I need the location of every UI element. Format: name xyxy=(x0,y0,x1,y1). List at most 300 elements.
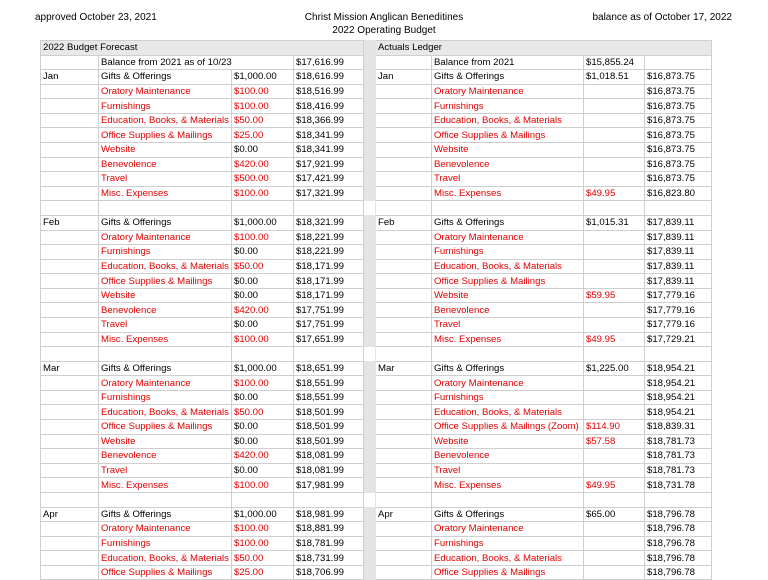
forecast-category-cell: Website xyxy=(99,434,232,449)
forecast-month-cell: Jan xyxy=(41,70,99,85)
actuals-category-cell: Gifts & Offerings xyxy=(431,70,583,85)
column-gap xyxy=(363,361,375,376)
column-gap xyxy=(363,70,375,85)
actuals-category-cell: Furnishings xyxy=(431,390,583,405)
forecast-balance-cell: $18,881.99 xyxy=(293,522,363,537)
actuals-category-cell: Travel xyxy=(431,172,583,187)
actuals-balance-cell: $17,779.16 xyxy=(644,288,711,303)
forecast-amount-cell: $420.00 xyxy=(231,157,293,172)
forecast-balance-cell: $18,366.99 xyxy=(293,113,363,128)
column-gap xyxy=(363,551,375,566)
actuals-balance-cell: $18,796.78 xyxy=(644,565,711,580)
table-row xyxy=(41,128,712,143)
forecast-category-cell: Gifts & Offerings xyxy=(99,361,232,376)
actuals-balance-cell xyxy=(644,201,711,216)
actuals-month-cell xyxy=(375,113,431,128)
column-gap xyxy=(363,492,375,507)
forecast-category-cell: Office Supplies & Mailings xyxy=(99,128,232,143)
forecast-amount-cell: $50.00 xyxy=(231,551,293,566)
forecast-balance-cell: $18,221.99 xyxy=(293,245,363,260)
actuals-balance-cell: $16,823.80 xyxy=(644,186,711,201)
actuals-month-cell xyxy=(375,55,431,70)
actuals-amount-cell xyxy=(583,143,644,158)
actuals-month-cell xyxy=(375,536,431,551)
forecast-balance-cell: $18,171.99 xyxy=(293,274,363,289)
forecast-month-cell: Apr xyxy=(41,507,99,522)
budget-spreadsheet xyxy=(40,40,712,580)
forecast-month-cell xyxy=(41,172,99,187)
forecast-amount-cell: $0.00 xyxy=(231,420,293,435)
forecast-category-cell: Travel xyxy=(99,317,232,332)
forecast-category-cell xyxy=(99,492,232,507)
forecast-balance-cell: $18,501.99 xyxy=(293,405,363,420)
forecast-balance-cell: $18,416.99 xyxy=(293,99,363,114)
actuals-category-cell xyxy=(431,492,583,507)
column-gap xyxy=(363,332,375,347)
table-row xyxy=(41,274,712,289)
actuals-month-cell xyxy=(375,84,431,99)
actuals-amount-cell xyxy=(583,565,644,580)
actuals-balance-cell: $17,729.21 xyxy=(644,332,711,347)
forecast-amount-cell: $100.00 xyxy=(231,478,293,493)
forecast-category-cell: Gifts & Offerings xyxy=(99,215,232,230)
forecast-start-label: Balance from 2021 as of 10/23 xyxy=(99,55,294,70)
forecast-category-cell xyxy=(99,347,232,362)
actuals-category-cell: Benevolence xyxy=(431,157,583,172)
forecast-month-cell xyxy=(41,522,99,537)
forecast-amount-cell: $0.00 xyxy=(231,143,293,158)
actuals-amount-cell: $49.95 xyxy=(583,332,644,347)
column-gap xyxy=(363,172,375,187)
forecast-month-cell: Feb xyxy=(41,215,99,230)
table-row xyxy=(41,522,712,537)
actuals-category-cell: Oratory Maintenance xyxy=(431,522,583,537)
forecast-balance-cell: $18,651.99 xyxy=(293,361,363,376)
actuals-month-cell xyxy=(375,347,431,362)
actuals-balance-cell: $18,954.21 xyxy=(644,376,711,391)
actuals-balance-cell: $18,839.31 xyxy=(644,420,711,435)
column-gap xyxy=(363,376,375,391)
forecast-month-cell xyxy=(41,128,99,143)
table-row xyxy=(41,157,712,172)
column-gap xyxy=(363,128,375,143)
actuals-month-cell xyxy=(375,274,431,289)
actuals-amount-cell xyxy=(583,172,644,187)
actuals-balance-cell xyxy=(644,492,711,507)
forecast-balance-cell: $18,341.99 xyxy=(293,128,363,143)
forecast-month-cell xyxy=(41,492,99,507)
table-row xyxy=(41,551,712,566)
column-gap xyxy=(363,420,375,435)
column-gap xyxy=(363,99,375,114)
actuals-category-cell: Education, Books, & Materials xyxy=(431,551,583,566)
forecast-amount-cell: $100.00 xyxy=(231,522,293,537)
forecast-amount-cell: $420.00 xyxy=(231,303,293,318)
column-gap xyxy=(363,157,375,172)
column-gap xyxy=(363,259,375,274)
actuals-month-cell xyxy=(375,128,431,143)
actuals-month-cell xyxy=(375,259,431,274)
forecast-month-cell xyxy=(41,84,99,99)
actuals-balance-cell: $17,839.11 xyxy=(644,259,711,274)
actuals-balance-cell: $18,781.73 xyxy=(644,463,711,478)
table-row xyxy=(41,70,712,85)
forecast-month-cell xyxy=(41,274,99,289)
actuals-balance-cell: $18,796.78 xyxy=(644,551,711,566)
actuals-amount-cell xyxy=(583,157,644,172)
forecast-category-cell: Misc. Expenses xyxy=(99,186,232,201)
column-gap xyxy=(363,245,375,260)
forecast-amount-cell: $100.00 xyxy=(231,84,293,99)
actuals-month-cell xyxy=(375,565,431,580)
forecast-month-cell xyxy=(41,390,99,405)
forecast-category-cell: Office Supplies & Mailings xyxy=(99,420,232,435)
table-row xyxy=(41,317,712,332)
forecast-amount-cell: $0.00 xyxy=(231,288,293,303)
forecast-amount-cell: $50.00 xyxy=(231,113,293,128)
actuals-month-cell xyxy=(375,288,431,303)
column-gap xyxy=(363,274,375,289)
column-gap xyxy=(363,201,375,216)
actuals-title: Actuals Ledger xyxy=(375,41,711,56)
forecast-amount-cell xyxy=(231,201,293,216)
actuals-month-cell xyxy=(375,463,431,478)
forecast-balance-cell xyxy=(293,201,363,216)
forecast-month-cell xyxy=(41,303,99,318)
actuals-balance-cell xyxy=(644,55,711,70)
column-gap xyxy=(363,288,375,303)
forecast-amount-cell: $100.00 xyxy=(231,99,293,114)
forecast-month-cell xyxy=(41,405,99,420)
forecast-month-cell xyxy=(41,565,99,580)
actuals-category-cell: Benevolence xyxy=(431,303,583,318)
forecast-balance-cell: $18,616.99 xyxy=(293,70,363,85)
forecast-category-cell: Education, Books, & Materials xyxy=(99,113,232,128)
actuals-balance-cell: $16,873.75 xyxy=(644,84,711,99)
forecast-amount-cell: $0.00 xyxy=(231,317,293,332)
table-section-titles xyxy=(41,41,712,56)
forecast-amount-cell: $1,000.00 xyxy=(231,215,293,230)
actuals-month-cell xyxy=(375,478,431,493)
actuals-month-cell: Feb xyxy=(375,215,431,230)
actuals-amount-cell xyxy=(583,347,644,362)
forecast-balance-cell: $18,501.99 xyxy=(293,434,363,449)
forecast-amount-cell: $0.00 xyxy=(231,274,293,289)
actuals-category-cell: Website xyxy=(431,288,583,303)
actuals-amount-cell xyxy=(583,245,644,260)
forecast-month-cell xyxy=(41,99,99,114)
table-row xyxy=(41,113,712,128)
actuals-category-cell: Oratory Maintenance xyxy=(431,84,583,99)
actuals-month-cell xyxy=(375,317,431,332)
actuals-amount-cell xyxy=(583,259,644,274)
forecast-category-cell: Gifts & Offerings xyxy=(99,70,232,85)
actuals-category-cell: Office Supplies & Mailings xyxy=(431,274,583,289)
balance-asof-date: balance as of October 17, 2022 xyxy=(592,12,732,23)
actuals-amount-cell xyxy=(583,405,644,420)
table-row xyxy=(41,303,712,318)
actuals-category-cell xyxy=(431,347,583,362)
actuals-balance-cell: $17,839.11 xyxy=(644,245,711,260)
actuals-amount-cell xyxy=(583,449,644,464)
forecast-category-cell: Travel xyxy=(99,463,232,478)
actuals-category-cell: Furnishings xyxy=(431,245,583,260)
table-row xyxy=(41,172,712,187)
table-row xyxy=(41,361,712,376)
actuals-month-cell xyxy=(375,522,431,537)
actuals-amount-cell xyxy=(583,390,644,405)
forecast-amount-cell: $100.00 xyxy=(231,536,293,551)
actuals-category-cell: Misc. Expenses xyxy=(431,478,583,493)
forecast-title: 2022 Budget Forecast xyxy=(41,41,364,56)
forecast-month-cell xyxy=(41,186,99,201)
column-gap xyxy=(363,143,375,158)
forecast-month-cell xyxy=(41,230,99,245)
actuals-category-cell: Gifts & Offerings xyxy=(431,215,583,230)
forecast-category-cell: Furnishings xyxy=(99,99,232,114)
forecast-balance-cell: $18,551.99 xyxy=(293,390,363,405)
table-row xyxy=(41,434,712,449)
forecast-category-cell: Education, Books, & Materials xyxy=(99,259,232,274)
forecast-month-cell xyxy=(41,463,99,478)
actuals-start-value: $15,855.24 xyxy=(583,55,644,70)
org-name: Christ Mission Anglican Beneditines xyxy=(304,12,464,23)
actuals-category-cell: Furnishings xyxy=(431,99,583,114)
actuals-category-cell: Education, Books, & Materials xyxy=(431,113,583,128)
forecast-balance-cell: $18,341.99 xyxy=(293,143,363,158)
actuals-month-cell xyxy=(375,420,431,435)
forecast-month-cell xyxy=(41,420,99,435)
forecast-month-cell xyxy=(41,536,99,551)
actuals-month-cell xyxy=(375,449,431,464)
actuals-balance-cell: $16,873.75 xyxy=(644,143,711,158)
forecast-month-cell xyxy=(41,478,99,493)
actuals-month-cell xyxy=(375,332,431,347)
column-gap xyxy=(363,565,375,580)
column-gap xyxy=(363,347,375,362)
actuals-month-cell xyxy=(375,172,431,187)
actuals-balance-cell: $18,781.73 xyxy=(644,434,711,449)
actuals-balance-cell: $16,873.75 xyxy=(644,99,711,114)
actuals-category-cell: Oratory Maintenance xyxy=(431,230,583,245)
column-gap xyxy=(363,449,375,464)
forecast-balance-cell xyxy=(293,492,363,507)
actuals-category-cell: Misc. Expenses xyxy=(431,186,583,201)
forecast-category-cell: Oratory Maintenance xyxy=(99,84,232,99)
table-row xyxy=(41,245,712,260)
actuals-amount-cell xyxy=(583,463,644,478)
actuals-month-cell xyxy=(375,230,431,245)
forecast-amount-cell: $25.00 xyxy=(231,565,293,580)
actuals-amount-cell xyxy=(583,536,644,551)
forecast-amount-cell: $1,000.00 xyxy=(231,70,293,85)
column-gap xyxy=(363,186,375,201)
column-gap xyxy=(363,463,375,478)
table-row xyxy=(41,143,712,158)
forecast-balance-cell: $17,751.99 xyxy=(293,303,363,318)
budget-subtitle: 2022 Operating Budget xyxy=(332,24,436,36)
forecast-balance-cell: $17,321.99 xyxy=(293,186,363,201)
starting-balance-row xyxy=(41,55,712,70)
actuals-month-cell xyxy=(375,245,431,260)
forecast-balance-cell: $18,516.99 xyxy=(293,84,363,99)
actuals-month-cell xyxy=(375,492,431,507)
table-row xyxy=(41,332,712,347)
actuals-balance-cell: $17,779.16 xyxy=(644,303,711,318)
forecast-balance-cell: $18,781.99 xyxy=(293,536,363,551)
actuals-balance-cell: $18,796.78 xyxy=(644,522,711,537)
forecast-balance-cell: $18,321.99 xyxy=(293,215,363,230)
forecast-category-cell: Misc. Expenses xyxy=(99,478,232,493)
forecast-balance-cell: $17,981.99 xyxy=(293,478,363,493)
actuals-month-cell xyxy=(375,143,431,158)
actuals-month-cell: Mar xyxy=(375,361,431,376)
actuals-category-cell: Travel xyxy=(431,317,583,332)
forecast-balance-cell: $18,706.99 xyxy=(293,565,363,580)
actuals-category-cell: Office Supplies & Mailings xyxy=(431,128,583,143)
table-row xyxy=(41,536,712,551)
table-row xyxy=(41,288,712,303)
table-row xyxy=(41,215,712,230)
actuals-category-cell: Gifts & Offerings xyxy=(431,507,583,522)
forecast-start-value: $17,616.99 xyxy=(293,55,363,70)
forecast-amount-cell: $50.00 xyxy=(231,259,293,274)
actuals-balance-cell: $18,796.78 xyxy=(644,536,711,551)
forecast-amount-cell: $0.00 xyxy=(231,463,293,478)
forecast-month-cell xyxy=(41,55,99,70)
table-row xyxy=(41,230,712,245)
forecast-balance-cell xyxy=(293,347,363,362)
forecast-category-cell: Website xyxy=(99,143,232,158)
forecast-balance-cell: $18,501.99 xyxy=(293,420,363,435)
forecast-amount-cell: $100.00 xyxy=(231,376,293,391)
forecast-month-cell xyxy=(41,347,99,362)
actuals-month-cell xyxy=(375,99,431,114)
forecast-category-cell: Misc. Expenses xyxy=(99,332,232,347)
column-gap xyxy=(363,55,375,70)
forecast-month-cell: Mar xyxy=(41,361,99,376)
table-row xyxy=(41,99,712,114)
forecast-month-cell xyxy=(41,376,99,391)
forecast-amount-cell: $500.00 xyxy=(231,172,293,187)
actuals-amount-cell xyxy=(583,113,644,128)
approved-date: approved October 23, 2021 xyxy=(35,12,157,23)
column-gap xyxy=(363,390,375,405)
budget-table xyxy=(40,40,712,580)
column-gap xyxy=(363,113,375,128)
forecast-amount-cell: $0.00 xyxy=(231,434,293,449)
forecast-balance-cell: $17,421.99 xyxy=(293,172,363,187)
forecast-balance-cell: $18,551.99 xyxy=(293,376,363,391)
column-gap xyxy=(363,536,375,551)
actuals-category-cell: Gifts & Offerings xyxy=(431,361,583,376)
actuals-month-cell xyxy=(375,303,431,318)
actuals-month-cell: Apr xyxy=(375,507,431,522)
actuals-balance-cell: $16,873.75 xyxy=(644,70,711,85)
forecast-month-cell xyxy=(41,201,99,216)
column-gap xyxy=(363,478,375,493)
forecast-balance-cell: $18,081.99 xyxy=(293,463,363,478)
actuals-amount-cell: $49.95 xyxy=(583,478,644,493)
forecast-amount-cell: $100.00 xyxy=(231,186,293,201)
table-row xyxy=(41,478,712,493)
actuals-category-cell: Travel xyxy=(431,463,583,478)
actuals-month-cell: Jan xyxy=(375,70,431,85)
column-gap xyxy=(363,405,375,420)
actuals-balance-cell: $17,839.11 xyxy=(644,230,711,245)
actuals-month-cell xyxy=(375,551,431,566)
actuals-amount-cell xyxy=(583,274,644,289)
actuals-amount-cell xyxy=(583,99,644,114)
actuals-amount-cell xyxy=(583,201,644,216)
forecast-category-cell: Travel xyxy=(99,172,232,187)
forecast-category-cell: Furnishings xyxy=(99,536,232,551)
forecast-category-cell: Furnishings xyxy=(99,390,232,405)
forecast-category-cell: Office Supplies & Mailings xyxy=(99,565,232,580)
actuals-balance-cell: $18,781.73 xyxy=(644,449,711,464)
column-gap xyxy=(363,317,375,332)
actuals-month-cell xyxy=(375,157,431,172)
forecast-category-cell xyxy=(99,201,232,216)
forecast-category-cell: Education, Books, & Materials xyxy=(99,405,232,420)
column-gap xyxy=(363,230,375,245)
forecast-balance-cell: $17,751.99 xyxy=(293,317,363,332)
budget-table-body xyxy=(41,41,712,580)
actuals-amount-cell xyxy=(583,551,644,566)
actuals-amount-cell: $1,015.31 xyxy=(583,215,644,230)
actuals-amount-cell xyxy=(583,230,644,245)
forecast-amount-cell: $25.00 xyxy=(231,128,293,143)
actuals-balance-cell: $18,954.21 xyxy=(644,361,711,376)
actuals-category-cell: Education, Books, & Materials xyxy=(431,405,583,420)
forecast-category-cell: Oratory Maintenance xyxy=(99,522,232,537)
forecast-balance-cell: $18,081.99 xyxy=(293,449,363,464)
table-row xyxy=(41,390,712,405)
column-gap xyxy=(363,303,375,318)
forecast-amount-cell: $1,000.00 xyxy=(231,361,293,376)
actuals-category-cell: Website xyxy=(431,434,583,449)
forecast-month-cell xyxy=(41,113,99,128)
column-gap xyxy=(363,215,375,230)
table-row xyxy=(41,420,712,435)
actuals-amount-cell xyxy=(583,522,644,537)
forecast-month-cell xyxy=(41,332,99,347)
forecast-month-cell xyxy=(41,317,99,332)
table-row xyxy=(41,259,712,274)
forecast-balance-cell: $18,171.99 xyxy=(293,288,363,303)
forecast-amount-cell: $50.00 xyxy=(231,405,293,420)
forecast-category-cell: Oratory Maintenance xyxy=(99,376,232,391)
forecast-amount-cell: $1,000.00 xyxy=(231,507,293,522)
table-row xyxy=(41,463,712,478)
actuals-start-label: Balance from 2021 xyxy=(431,55,583,70)
forecast-month-cell xyxy=(41,449,99,464)
forecast-category-cell: Furnishings xyxy=(99,245,232,260)
forecast-balance-cell: $18,171.99 xyxy=(293,259,363,274)
column-gap xyxy=(363,522,375,537)
actuals-month-cell xyxy=(375,434,431,449)
actuals-balance-cell: $17,839.11 xyxy=(644,215,711,230)
forecast-month-cell xyxy=(41,245,99,260)
actuals-category-cell: Oratory Maintenance xyxy=(431,376,583,391)
actuals-category-cell: Website xyxy=(431,143,583,158)
actuals-balance-cell: $18,731.78 xyxy=(644,478,711,493)
forecast-month-cell xyxy=(41,259,99,274)
actuals-balance-cell: $17,839.11 xyxy=(644,274,711,289)
blank-row xyxy=(41,201,712,216)
actuals-amount-cell: $49.95 xyxy=(583,186,644,201)
actuals-amount-cell: $114.90 xyxy=(583,420,644,435)
